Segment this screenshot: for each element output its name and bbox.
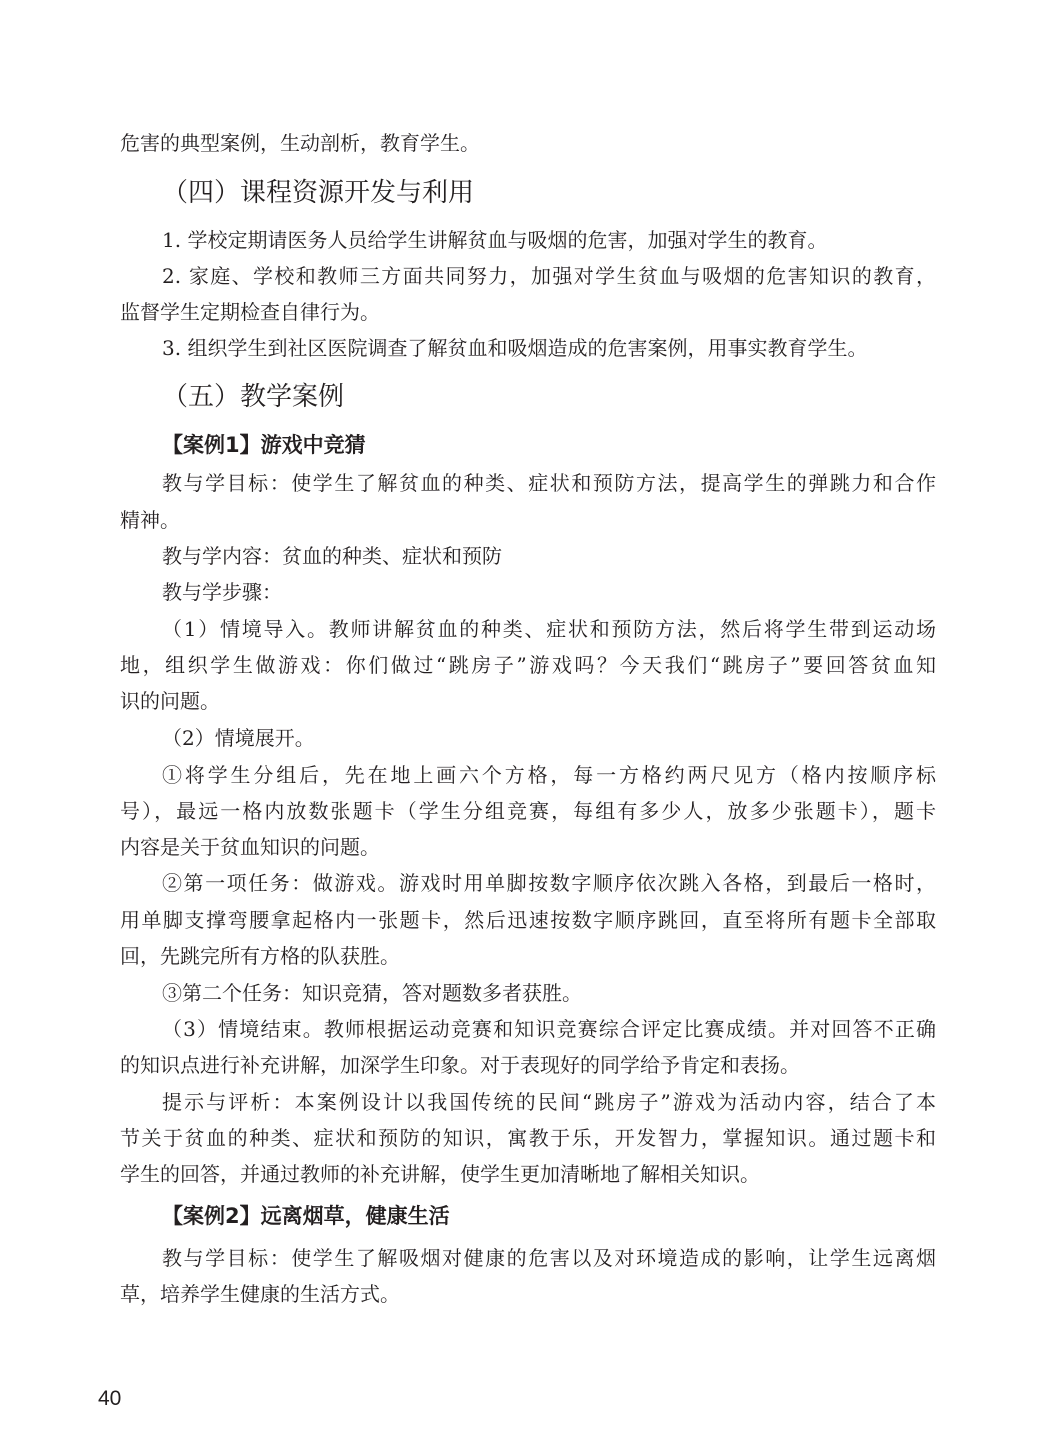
text-line: （1）情境导入。教师讲解贫血的种类、症状和预防方法，然后将学生带到运动场	[162, 617, 936, 641]
text-line: （3）情境结束。教师根据运动竞赛和知识竞赛综合评定比赛成绩。并对回答不正确	[162, 1017, 936, 1041]
text-line: 1. 学校定期请医务人员给学生讲解贫血与吸烟的危害，加强对学生的教育。	[162, 228, 828, 252]
section-heading: （五）教学案例	[162, 382, 345, 412]
text-line: 草，培养学生健康的生活方式。	[120, 1282, 400, 1306]
text-line: （2）情境展开。	[162, 726, 315, 750]
text-line: 监督学生定期检查自律行为。	[120, 300, 380, 324]
text-line: ③第二个任务：知识竞猜，答对题数多者获胜。	[162, 981, 582, 1005]
text-line: 精神。	[120, 508, 180, 532]
text-line: 地，组织学生做游戏：你们做过“跳房子”游戏吗？今天我们“跳房子”要回答贫血知	[120, 653, 936, 677]
text-line: 教与学内容：贫血的种类、症状和预防	[162, 544, 502, 568]
case-title: 【案例2】远离烟草，健康生活	[162, 1204, 450, 1228]
page-number: 40	[98, 1387, 122, 1410]
text-line: 提示与评析：本案例设计以我国传统的民间“跳房子”游戏为活动内容，结合了本	[162, 1090, 936, 1114]
case-title: 【案例1】游戏中竞猜	[162, 433, 366, 457]
text-line: 2. 家庭、学校和教师三方面共同努力，加强对学生贫血与吸烟的危害知识的教育，	[162, 264, 936, 288]
text-line: 识的问题。	[120, 689, 220, 713]
text-line: 号），最远一格内放数张题卡（学生分组竞赛，每组有多少人，放多少张题卡），题卡	[120, 799, 936, 823]
text-line: 回，先跳完所有方格的队获胜。	[120, 944, 400, 968]
text-line: 危害的典型案例，生动剖析，教育学生。	[120, 131, 480, 155]
text-line: 教与学目标：使学生了解贫血的种类、症状和预防方法，提高学生的弹跳力和合作	[162, 471, 936, 495]
text-line: ②第一项任务：做游戏。游戏时用单脚按数字顺序依次跳入各格，到最后一格时，	[162, 871, 936, 895]
text-line: 节关于贫血的种类、症状和预防的知识，寓教于乐，开发智力，掌握知识。通过题卡和	[120, 1126, 936, 1150]
section-heading: （四）课程资源开发与利用	[162, 178, 475, 208]
text-line: 3. 组织学生到社区医院调查了解贫血和吸烟造成的危害案例，用事实教育学生。	[162, 336, 868, 360]
text-line: ①将学生分组后，先在地上画六个方格，每一方格约两尺见方（格内按顺序标	[162, 763, 936, 787]
text-line: 用单脚支撑弯腰拿起格内一张题卡，然后迅速按数字顺序跳回，直至将所有题卡全部取	[120, 908, 936, 932]
text-line: 教与学目标：使学生了解吸烟对健康的危害以及对环境造成的影响，让学生远离烟	[162, 1246, 936, 1270]
text-line: 内容是关于贫血知识的问题。	[120, 835, 380, 859]
text-line: 学生的回答，并通过教师的补充讲解，使学生更加清晰地了解相关知识。	[120, 1162, 760, 1186]
text-line: 的知识点进行补充讲解，加深学生印象。对于表现好的同学给予肯定和表扬。	[120, 1053, 800, 1077]
text-line: 教与学步骤：	[162, 580, 282, 604]
